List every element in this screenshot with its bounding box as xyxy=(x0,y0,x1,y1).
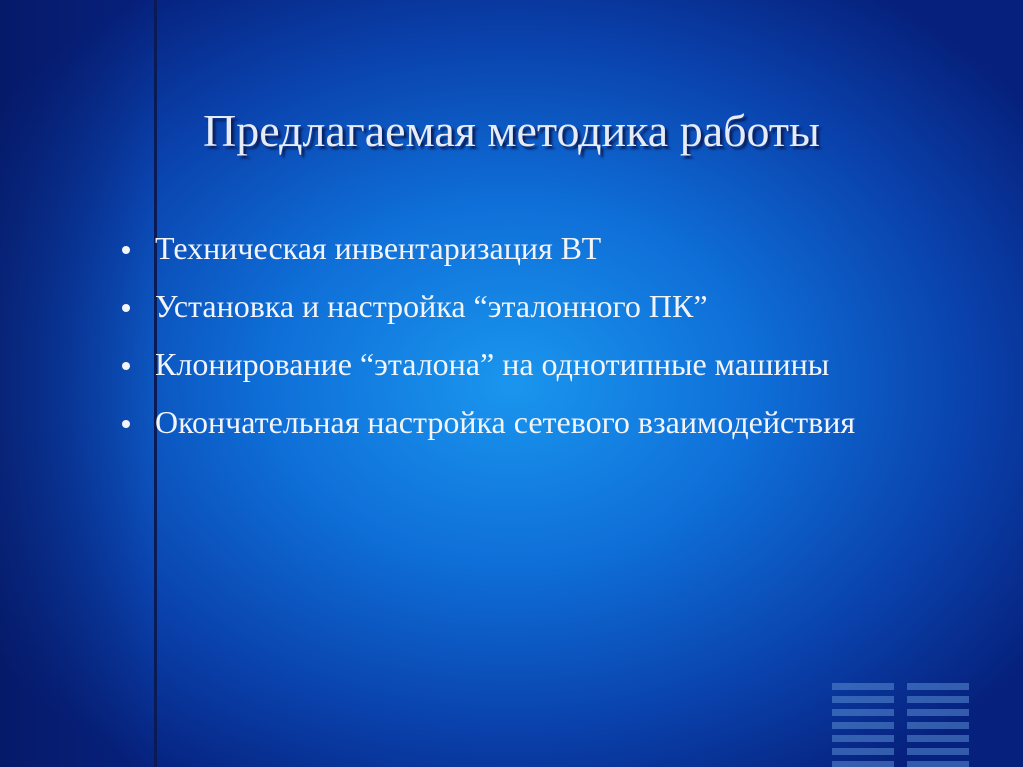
slide-title: Предлагаемая методика работы xyxy=(203,105,820,156)
bullet-item xyxy=(120,226,920,270)
bullet-text: Окончательная настройка сетевого взаимодействия xyxy=(155,404,856,440)
bullet-list xyxy=(120,226,920,458)
bullet-dot-icon xyxy=(122,246,130,254)
bullet-dot-icon xyxy=(122,420,130,428)
bullet-text: Техническая инвентаризация ВТ xyxy=(155,230,602,266)
bullet-text: Клонирование “эталона” на однотипные машины xyxy=(155,346,830,382)
bullet-dot-icon xyxy=(122,362,130,370)
bullet-item xyxy=(120,342,920,386)
decorative-stripes-left xyxy=(832,683,894,767)
bullet-text: Установка и настройка “эталонного ПК” xyxy=(155,288,708,324)
bullet-dot-icon xyxy=(122,304,130,312)
bullet-item xyxy=(120,284,920,328)
bullet-item xyxy=(120,400,920,444)
decorative-stripes-right xyxy=(907,683,969,767)
